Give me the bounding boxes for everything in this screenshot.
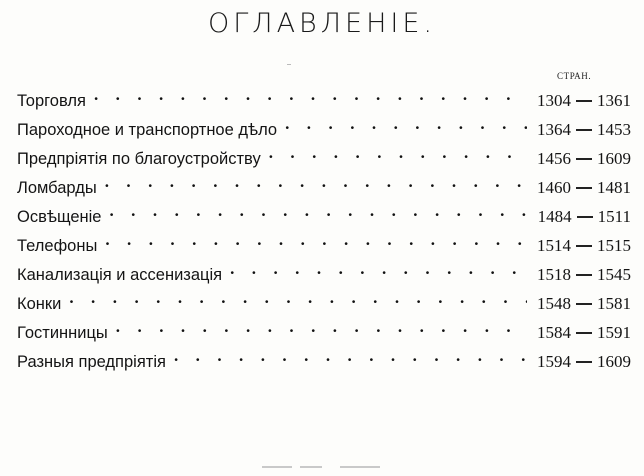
ornament-mark bbox=[287, 64, 291, 65]
toc-entry-label: Канализацiя и ассенизацiя bbox=[17, 266, 223, 284]
toc-entry-label: Торговля bbox=[17, 92, 86, 110]
page-range bbox=[527, 120, 631, 140]
toc-entry-label: Ломбарды bbox=[17, 179, 97, 197]
bleed-through-mark bbox=[340, 466, 380, 468]
toc-entry-label: Гостинницы bbox=[17, 324, 108, 342]
toc-entry-label: Конки bbox=[17, 295, 62, 313]
dot-leader bbox=[101, 173, 527, 193]
range-dash bbox=[576, 187, 592, 189]
toc-entry-sewerage bbox=[17, 260, 631, 289]
page-from: 1594 bbox=[537, 352, 571, 371]
page-to: 1545 bbox=[597, 265, 631, 284]
page-to: 1591 bbox=[597, 323, 631, 342]
toc-entry-label: Телефоны bbox=[17, 237, 98, 255]
page-title: ОГЛАВЛЕНIЕ. bbox=[207, 8, 437, 39]
range-dash bbox=[576, 274, 592, 276]
page-from: 1518 bbox=[537, 265, 571, 284]
toc-entry-label: Освѣщенiе bbox=[17, 208, 102, 226]
dot-leader bbox=[170, 347, 527, 367]
toc-entry-shipping bbox=[17, 115, 631, 144]
toc-entry-label: Пароходное и транспортное дѣло bbox=[17, 121, 278, 139]
dot-leader bbox=[265, 144, 527, 164]
toc-entry-label: Предпрiятiя по благоустройству bbox=[17, 150, 261, 168]
page-from: 1514 bbox=[537, 236, 571, 255]
dot-leader bbox=[112, 318, 527, 338]
dot-leader bbox=[90, 86, 527, 106]
page-from: 1456 bbox=[537, 149, 571, 168]
page-to: 1581 bbox=[597, 294, 631, 313]
toc-entry-pawnshops bbox=[17, 173, 631, 202]
page-range bbox=[527, 236, 631, 256]
dot-leader bbox=[226, 260, 527, 280]
toc-entry-hotels bbox=[17, 318, 631, 347]
dot-leader bbox=[281, 115, 527, 135]
page-range bbox=[527, 352, 631, 372]
range-dash bbox=[577, 216, 593, 218]
bleed-through-mark bbox=[300, 466, 322, 468]
page-to: 1361 bbox=[597, 91, 631, 110]
page-range bbox=[527, 323, 631, 343]
page-from: 1304 bbox=[537, 91, 571, 110]
page-from: 1484 bbox=[537, 207, 572, 226]
range-dash bbox=[576, 100, 592, 102]
toc-entry-horse-trams bbox=[17, 289, 631, 318]
toc-entry-trade bbox=[17, 86, 631, 115]
toc-entry-improvement bbox=[17, 144, 631, 173]
toc-entry-label: Разныя предпрiятiя bbox=[17, 353, 166, 371]
table-of-contents bbox=[17, 86, 631, 376]
toc-entry-telephones bbox=[17, 231, 631, 260]
page-to: 1515 bbox=[597, 236, 631, 255]
dot-leader bbox=[101, 231, 527, 251]
page-to: 1453 bbox=[597, 120, 631, 139]
page-range bbox=[527, 265, 631, 285]
range-dash bbox=[576, 245, 592, 247]
page-range bbox=[527, 178, 631, 198]
pages-column-header: СТРАН. bbox=[557, 71, 592, 81]
range-dash bbox=[576, 303, 592, 305]
page-range bbox=[527, 91, 631, 111]
page-from: 1364 bbox=[537, 120, 571, 139]
dot-leader bbox=[65, 289, 527, 309]
range-dash bbox=[576, 332, 592, 334]
bleed-through-mark bbox=[262, 466, 292, 468]
range-dash bbox=[576, 158, 592, 160]
dot-leader bbox=[105, 202, 527, 222]
page-to: 1609 bbox=[597, 149, 631, 168]
page-from: 1584 bbox=[537, 323, 571, 342]
toc-entry-lighting bbox=[17, 202, 631, 231]
page-range bbox=[527, 207, 631, 227]
toc-entry-misc bbox=[17, 347, 631, 376]
page-to: 1481 bbox=[597, 178, 631, 197]
page-to: 1609 bbox=[597, 352, 631, 371]
page-from: 1460 bbox=[537, 178, 571, 197]
page-from: 1548 bbox=[537, 294, 571, 313]
range-dash bbox=[576, 361, 592, 363]
range-dash bbox=[576, 129, 592, 131]
page-range bbox=[527, 149, 631, 169]
page-range bbox=[527, 294, 631, 314]
page-to: 1511 bbox=[597, 207, 631, 226]
